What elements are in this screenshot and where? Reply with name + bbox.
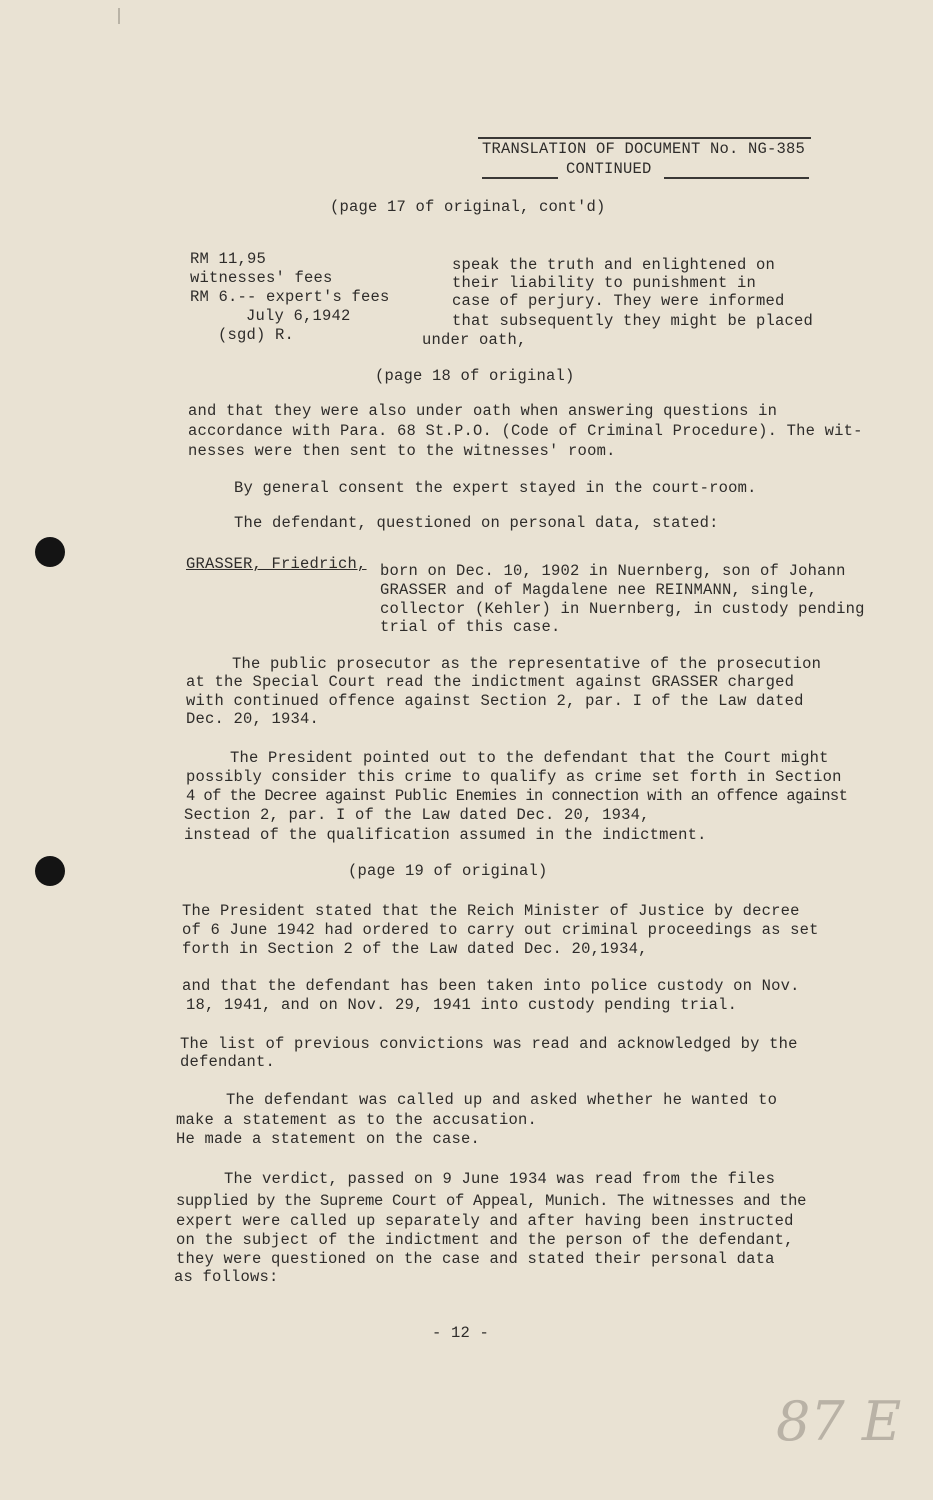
para-6-line-2: of 6 June 1942 had ordered to carry out criminal proceedings as set — [182, 921, 819, 939]
fees-signature: (sgd) R. — [218, 326, 295, 344]
title-rule-top — [478, 137, 811, 139]
document-subtitle: CONTINUED — [566, 160, 652, 178]
margin-mark — [118, 8, 120, 24]
para-9-line-2: make a statement as to the accusation. — [176, 1111, 538, 1129]
defendant-line-1: born on Dec. 10, 1902 in Nuernberg, son of Johann — [380, 562, 846, 580]
para-4-line-3: with continued offence against Section 2, par. I of the Law dated — [186, 692, 804, 710]
para-5-line-5: instead of the qualification assumed in the indictment. — [184, 826, 707, 844]
para-10-line-2: supplied by the Supreme Court of Appeal, Munich. The witnesses and the — [176, 1192, 807, 1210]
punch-hole-top — [35, 537, 65, 567]
defendant-line-3: collector (Kehler) in Nuernberg, in custody pending — [380, 600, 865, 618]
document-title: TRANSLATION OF DOCUMENT No. NG-385 — [482, 140, 806, 158]
defendant-line-2: GRASSER and of Magdalene nee REINMANN, single, — [380, 581, 818, 599]
para-4-line-1: The public prosecutor as the representative of the prosecution — [232, 655, 822, 673]
para-4-line-2: at the Special Court read the indictment against GRASSER charged — [186, 673, 795, 691]
para-5-line-1: The President pointed out to the defendant that the Court might — [230, 749, 829, 767]
para-4-line-4: Dec. 20, 1934. — [186, 710, 320, 728]
oath-line-3: case of perjury. They were informed — [452, 292, 785, 310]
para-10-line-1: The verdict, passed on 9 June 1934 was read from the files — [224, 1170, 776, 1188]
para-2: By general consent the expert stayed in the court-room. — [234, 479, 757, 497]
para-10-line-5: they were questioned on the case and stated their personal data — [176, 1250, 775, 1268]
para-1-line-3: nesses were then sent to the witnesses' room. — [188, 442, 616, 460]
para-8-line-1: The list of previous convictions was read and acknowledged by the — [180, 1035, 798, 1053]
page-ref-17: (page 17 of original, cont'd) — [330, 198, 606, 216]
para-5-line-3: 4 of the Decree against Public Enemies in connection with an offence against — [186, 787, 848, 805]
oath-line-2: their liability to punishment in — [452, 274, 757, 292]
fees-line-2: witnesses' fees — [190, 269, 333, 287]
para-1-line-2: accordance with Para. 68 St.P.O. (Code of Criminal Procedure). The wit- — [188, 422, 863, 440]
para-3: The defendant, questioned on personal data, stated: — [234, 514, 719, 532]
punch-hole-bottom — [35, 856, 65, 886]
para-10-line-4: on the subject of the indictment and the person of the defendant, — [176, 1231, 794, 1249]
oath-line-5: under oath, — [422, 331, 527, 349]
pencil-annotation: 87 E — [776, 1390, 902, 1453]
defendant-name: GRASSER, Friedrich, — [186, 555, 367, 573]
fees-line-3: RM 6.-- expert's fees — [190, 288, 390, 306]
para-7-line-1: and that the defendant has been taken into police custody on Nov. — [182, 977, 800, 995]
para-10-line-3: expert were called up separately and after having been instructed — [176, 1212, 794, 1230]
fees-line-1: RM 11,95 — [190, 250, 267, 268]
page-ref-18: (page 18 of original) — [375, 367, 575, 385]
oath-line-1: speak the truth and enlightened on — [452, 256, 776, 274]
defendant-line-4: trial of this case. — [380, 618, 561, 636]
page-number: - 12 - — [432, 1324, 490, 1342]
para-5-line-4: Section 2, par. I of the Law dated Dec. 20, 1934, — [184, 806, 650, 824]
subtitle-rule-right — [664, 177, 809, 179]
para-5-line-2: possibly consider this crime to qualify as crime set forth in Section — [186, 768, 842, 786]
para-9-line-3: He made a statement on the case. — [176, 1130, 481, 1148]
para-6-line-1: The President stated that the Reich Minister of Justice by decree — [182, 902, 800, 920]
para-9-line-1: The defendant was called up and asked whether he wanted to — [226, 1091, 778, 1109]
para-10-line-6: as follows: — [174, 1268, 279, 1286]
fees-line-4: July 6,1942 — [246, 307, 351, 325]
para-1-line-1: and that they were also under oath when answering questions in — [188, 402, 778, 420]
para-7-line-2: 18, 1941, and on Nov. 29, 1941 into custody pending trial. — [186, 996, 738, 1014]
para-8-line-2: defendant. — [180, 1053, 276, 1071]
para-6-line-3: forth in Section 2 of the Law dated Dec. 20,1934, — [182, 940, 648, 958]
oath-line-4: that subsequently they might be placed — [452, 312, 814, 330]
subtitle-rule-left — [482, 177, 558, 179]
page-ref-19: (page 19 of original) — [348, 862, 548, 880]
